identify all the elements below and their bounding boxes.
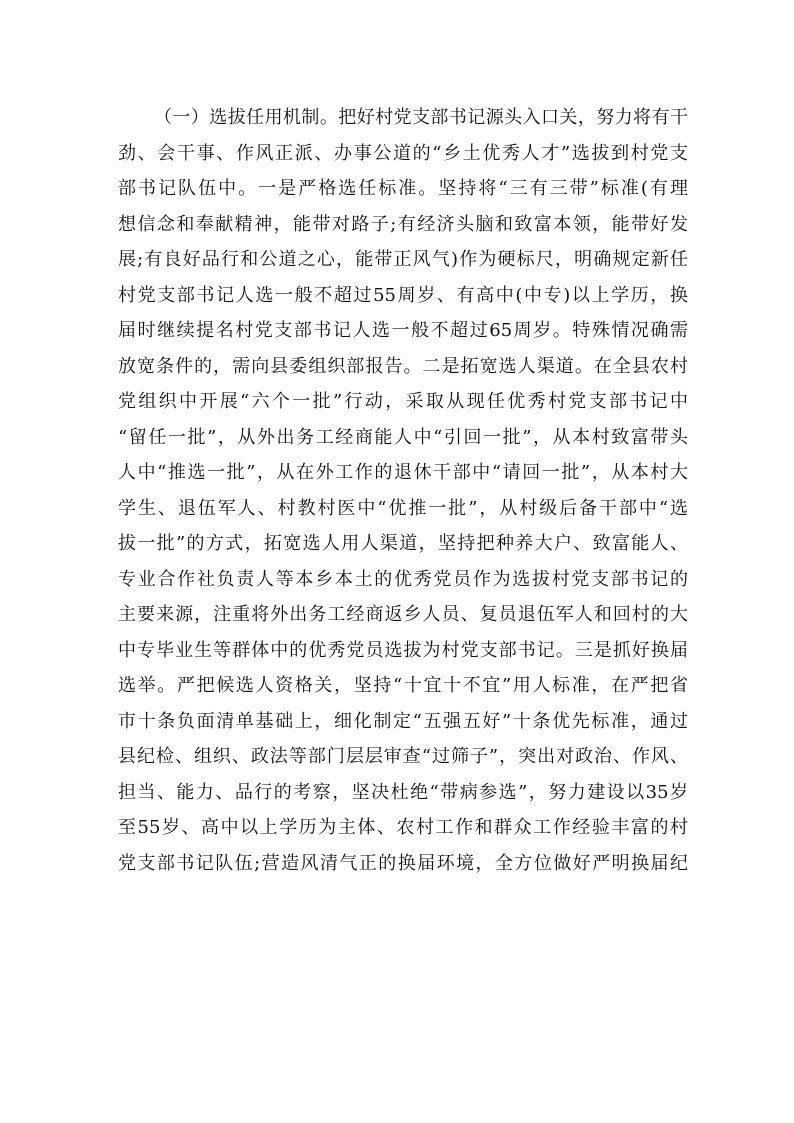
paragraph-line: 县纪检、组织、政法等部门层层审查“过筛子”，突出对政治、作风、 bbox=[118, 746, 688, 767]
paragraph-line: 中专毕业生等群体中的优秀党员选拔为村党支部书记。三是抓好换届 bbox=[118, 639, 688, 661]
paragraph-line: 选举。严把候选人资格关，坚持“十宜十不宜”用人标准，在严把省 bbox=[118, 675, 688, 696]
paragraph-line: 村党支部书记人选一般不超过55周岁、有高中(中专)以上学历，换 bbox=[118, 284, 688, 306]
paragraph-line: 学生、退伍军人、村教村医中“优推一批”，从村级后备干部中“选 bbox=[118, 497, 688, 519]
paragraph-line: “留任一批”，从外出务工经商能人中“引回一批”，从本村致富带头 bbox=[118, 426, 688, 448]
paragraph-line: 届时继续提名村党支部书记人选一般不超过65周岁。特殊情况确需 bbox=[118, 320, 688, 341]
paragraph-line: 人中“推选一批”，从在外工作的退休干部中“请回一批”，从本村大 bbox=[118, 462, 688, 483]
paragraph-line: 市十条负面清单基础上，细化制定“五强五好”十条优先标准，通过 bbox=[118, 710, 688, 732]
paragraph-line: 担当、能力、品行的考察，坚决杜绝“带病参选”，努力建设以35岁 bbox=[118, 781, 688, 803]
paragraph-line: 放宽条件的，需向县委组织部报告。二是拓宽选人渠道。在全县农村 bbox=[118, 355, 688, 377]
paragraph-line: 劲、会干事、作风正派、办事公道的“乡土优秀人才”选拔到村党支 bbox=[118, 142, 688, 164]
paragraph-line: 主要来源，注重将外出务工经商返乡人员、复员退伍军人和回村的大 bbox=[118, 604, 688, 625]
paragraph-line: 部书记队伍中。一是严格选任标准。坚持将“三有三带”标准(有理 bbox=[118, 178, 688, 199]
paragraph-line: 想信念和奉献精神，能带对路子;有经济头脑和致富本领，能带好发 bbox=[118, 213, 688, 235]
paragraph-line: 至55岁、高中以上学历为主体、农村工作和群众工作经验丰富的村 bbox=[118, 817, 688, 838]
paragraph-line: 拔一批”的方式，拓宽选人用人渠道，坚持把种养大户、致富能人、 bbox=[118, 533, 688, 554]
body-paragraph bbox=[118, 100, 688, 881]
paragraph-line: 党组织中开展“六个一批”行动，采取从现任优秀村党支部书记中 bbox=[118, 391, 688, 412]
paragraph-line: （一）选拔任用机制。把好村党支部书记源头入口关，努力将有干 bbox=[154, 107, 688, 128]
paragraph-line: 党支部书记队伍;营造风清气正的换届环境，全方位做好严明换届纪 bbox=[118, 852, 688, 874]
paragraph-line: 展;有良好品行和公道之心，能带正风气)作为硬标尺，明确规定新任 bbox=[118, 249, 688, 270]
paragraph-line: 专业合作社负责人等本乡本土的优秀党员作为选拔村党支部书记的 bbox=[118, 568, 688, 590]
